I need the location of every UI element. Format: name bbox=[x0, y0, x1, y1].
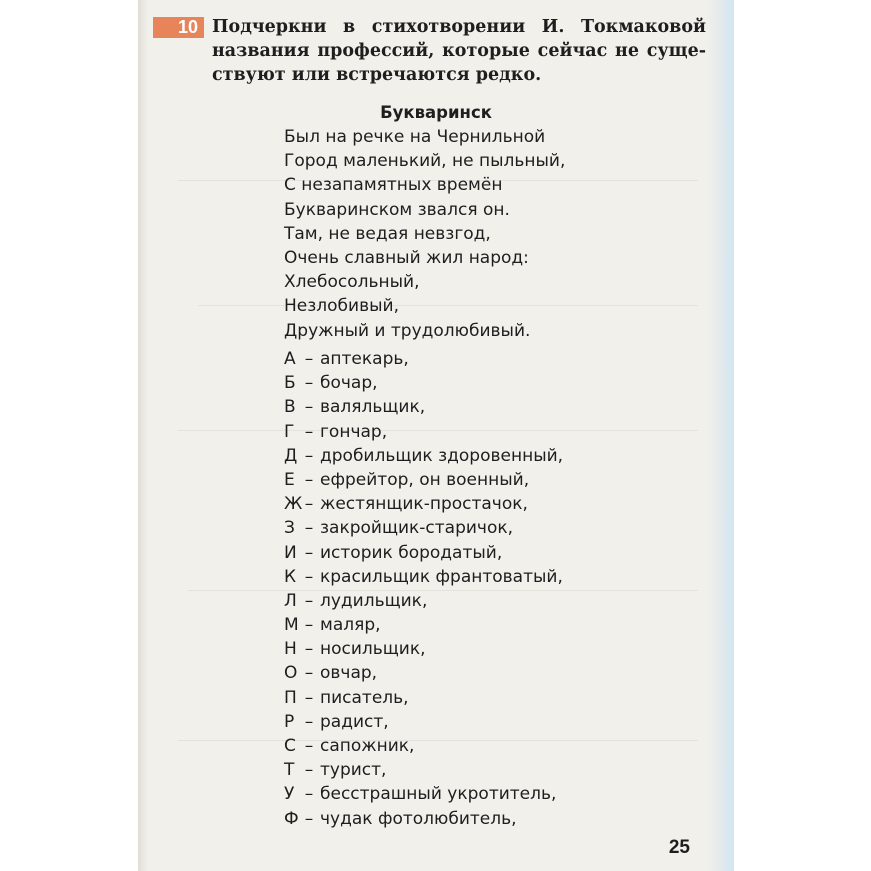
profession-text: закройщик-старичок, bbox=[320, 518, 514, 539]
profession-dash: – bbox=[304, 349, 314, 369]
profession-text: бесстрашный укротитель, bbox=[320, 784, 557, 805]
profession-letter: Ж bbox=[284, 494, 303, 515]
task-instruction bbox=[212, 15, 706, 87]
poem-line: С незапамятных времён bbox=[284, 175, 503, 196]
profession-line bbox=[284, 686, 563, 710]
profession-line bbox=[284, 444, 563, 468]
page-edge-shadow bbox=[706, 0, 734, 871]
task-number-badge: 10 bbox=[153, 17, 204, 38]
profession-dash: – bbox=[304, 421, 314, 442]
profession-line bbox=[284, 565, 563, 589]
profession-text: валяльщик, bbox=[320, 397, 426, 418]
profession-text: овчар, bbox=[320, 663, 378, 684]
profession-line bbox=[284, 371, 563, 395]
profession-line bbox=[284, 395, 563, 419]
profession-letter: Л bbox=[284, 590, 297, 611]
profession-dash: – bbox=[304, 494, 314, 515]
page-gutter-shadow bbox=[138, 0, 148, 871]
profession-line bbox=[284, 661, 563, 685]
profession-letter: Т bbox=[284, 760, 295, 781]
profession-dash: – bbox=[304, 445, 314, 466]
poem-line: Очень славный жил народ: bbox=[284, 247, 529, 268]
profession-line bbox=[284, 807, 563, 831]
profession-letter: Р bbox=[284, 711, 295, 732]
profession-text: писатель, bbox=[320, 687, 409, 708]
profession-letter: Д bbox=[284, 445, 298, 466]
profession-letter: Ф bbox=[284, 808, 299, 829]
profession-line bbox=[284, 347, 563, 371]
profession-letter: М bbox=[284, 615, 299, 636]
profession-letter: И bbox=[284, 542, 297, 563]
profession-letter: Н bbox=[284, 639, 297, 660]
profession-text: радист, bbox=[320, 711, 389, 732]
profession-letter: Г bbox=[284, 421, 295, 442]
poem-line: Был на речке на Чернильной bbox=[284, 127, 546, 147]
page-number: 25 bbox=[668, 837, 690, 858]
profession-dash: – bbox=[304, 566, 314, 587]
profession-line bbox=[284, 613, 563, 637]
profession-text: сапожник, bbox=[320, 736, 415, 756]
profession-line bbox=[284, 637, 563, 661]
profession-dash: – bbox=[304, 542, 314, 563]
profession-line bbox=[284, 589, 563, 613]
profession-letter: У bbox=[284, 784, 295, 805]
profession-dash: – bbox=[304, 687, 314, 708]
poem-line: Хлебосольный, bbox=[284, 272, 420, 293]
task-line-1: Подчеркни в стихотворении И. Токмаковой bbox=[212, 17, 706, 37]
profession-dash: – bbox=[304, 639, 314, 660]
profession-text: турист, bbox=[320, 760, 387, 781]
profession-letter: Б bbox=[284, 373, 296, 394]
profession-dash: – bbox=[304, 615, 314, 636]
poem-line: Город маленький, не пыльный, bbox=[284, 151, 566, 172]
profession-line bbox=[284, 541, 563, 565]
textbook-page bbox=[138, 0, 734, 871]
profession-dash: – bbox=[304, 590, 314, 611]
profession-letter: О bbox=[284, 663, 298, 684]
profession-dash: – bbox=[304, 736, 314, 756]
profession-dash: – bbox=[304, 760, 314, 781]
profession-text: гончар, bbox=[320, 421, 388, 442]
profession-text: чудак фотолюбитель, bbox=[320, 808, 517, 829]
profession-letter: В bbox=[284, 397, 296, 418]
profession-dash: – bbox=[304, 469, 314, 490]
alphabet-professions-list bbox=[284, 347, 563, 831]
poem-line: Букваринском звался он. bbox=[284, 199, 510, 220]
task-line-2: названия профессий, которые сейчас не суще- bbox=[212, 41, 706, 61]
profession-letter: З bbox=[284, 518, 295, 539]
profession-text: носильщик, bbox=[320, 639, 426, 660]
poem-line: Дружный и трудолюбивый. bbox=[284, 320, 531, 341]
profession-text: бочар, bbox=[320, 373, 378, 394]
profession-dash: – bbox=[304, 808, 314, 829]
profession-dash: – bbox=[304, 373, 314, 394]
profession-text: ефрейтор, он военный, bbox=[320, 469, 530, 490]
profession-line bbox=[284, 468, 563, 492]
profession-letter: П bbox=[284, 687, 297, 708]
profession-text: аптекарь, bbox=[320, 349, 409, 369]
profession-line bbox=[284, 710, 563, 734]
profession-line bbox=[284, 782, 563, 806]
profession-line bbox=[284, 516, 563, 540]
poem-line: Незлобивый, bbox=[284, 296, 399, 317]
profession-text: жестянщик-простачок, bbox=[320, 494, 528, 515]
profession-letter: Е bbox=[284, 469, 295, 490]
poem-title: Букваринск bbox=[380, 103, 492, 122]
poem-line: Там, не ведая невзгод, bbox=[284, 223, 491, 244]
profession-letter: К bbox=[284, 566, 297, 587]
profession-dash: – bbox=[304, 711, 314, 732]
profession-text: лудильщик, bbox=[320, 590, 428, 611]
profession-dash: – bbox=[304, 397, 314, 418]
profession-text: дробильщик здоровенный, bbox=[320, 445, 564, 466]
profession-dash: – bbox=[304, 784, 314, 805]
profession-line bbox=[284, 734, 563, 758]
profession-letter: С bbox=[284, 736, 296, 756]
profession-line bbox=[284, 420, 563, 444]
poem-stanza bbox=[284, 125, 565, 343]
profession-text: историк бородатый, bbox=[320, 542, 503, 563]
task-line-3: ствуют или встречаются редко. bbox=[212, 65, 542, 85]
profession-line bbox=[284, 758, 563, 782]
profession-letter: А bbox=[284, 349, 296, 369]
profession-text: маляр, bbox=[320, 615, 381, 636]
profession-dash: – bbox=[304, 663, 314, 684]
profession-dash: – bbox=[304, 518, 314, 539]
profession-text: красильщик франтоватый, bbox=[320, 566, 563, 587]
profession-line bbox=[284, 492, 563, 516]
